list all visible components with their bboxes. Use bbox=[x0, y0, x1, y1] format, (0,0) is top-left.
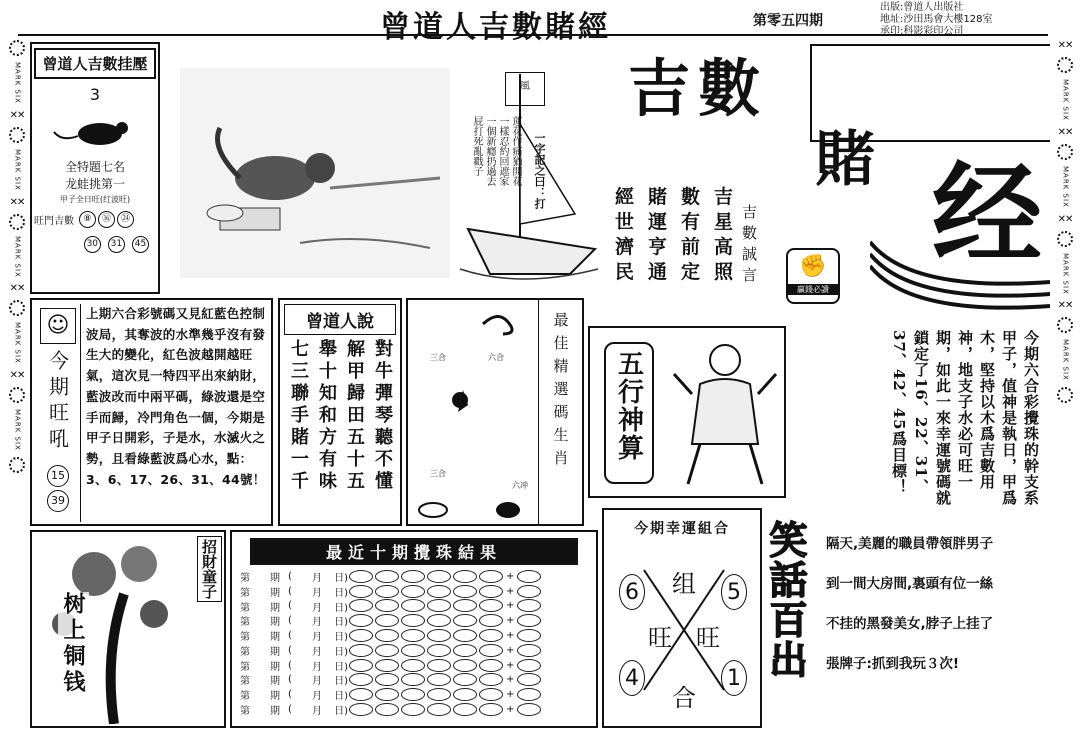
cross-icon: ✕✕ bbox=[9, 196, 25, 208]
side-label: 今期旺吼 bbox=[45, 350, 70, 454]
jishu-side-column: 吉 數 誠 言 bbox=[742, 203, 758, 284]
ball-slot bbox=[349, 614, 373, 627]
ball-slot bbox=[479, 644, 503, 657]
tongzi-panel bbox=[30, 530, 226, 728]
number-ball: ㉔ bbox=[117, 211, 134, 228]
flower-icon bbox=[9, 214, 25, 230]
ball-slot bbox=[479, 659, 503, 672]
ball-slot bbox=[479, 570, 503, 583]
results-row bbox=[240, 702, 588, 717]
results-cell: 第 bbox=[240, 691, 250, 703]
ball-slot bbox=[401, 629, 425, 642]
zodiac-label: 三合 bbox=[430, 353, 446, 362]
ball-slot bbox=[401, 659, 425, 672]
results-row bbox=[240, 687, 588, 702]
ball-slot bbox=[517, 688, 541, 701]
header-rule bbox=[18, 34, 1048, 36]
ball-slot bbox=[349, 599, 373, 612]
results-cell: ( bbox=[288, 600, 292, 612]
lucky-pick-panel bbox=[30, 42, 160, 294]
results-cell: ( bbox=[288, 644, 292, 656]
ball-slot bbox=[453, 659, 477, 672]
ball-slot bbox=[453, 570, 477, 583]
results-row bbox=[240, 658, 588, 673]
ball-slot bbox=[427, 659, 451, 672]
results-cell: 日) bbox=[334, 676, 348, 688]
ball-slot bbox=[453, 673, 477, 686]
ball-slot bbox=[349, 644, 373, 657]
hint-note: 甲子全日旺(红波旺) bbox=[59, 195, 131, 204]
plus-sign: + bbox=[506, 689, 515, 701]
results-cell: 第 bbox=[240, 632, 250, 644]
ball-slot bbox=[375, 703, 399, 716]
results-cell: ( bbox=[288, 659, 292, 671]
flower-icon bbox=[9, 127, 25, 143]
results-cell: ( bbox=[288, 674, 292, 686]
says-line: 對牛彈琴聽不懂 bbox=[372, 339, 393, 493]
flower-icon bbox=[9, 457, 25, 473]
results-cell: 月 bbox=[312, 676, 322, 688]
results-cell: ( bbox=[288, 704, 292, 716]
zodiac-icons bbox=[408, 300, 538, 524]
ball-slot bbox=[453, 614, 477, 627]
results-cell: 期 bbox=[270, 646, 280, 658]
joke-line: 張牌子:抓到我玩３次! bbox=[826, 656, 960, 672]
hint-line: 全特題七名 bbox=[64, 160, 125, 174]
ball-slot bbox=[479, 614, 503, 627]
ball-slot bbox=[427, 614, 451, 627]
cross-icon: ✕✕ bbox=[9, 370, 25, 382]
side-text: MARK SIX bbox=[1061, 79, 1070, 121]
joke-title bbox=[763, 520, 820, 720]
wuxing-title: 五行神算 bbox=[613, 350, 644, 462]
flower-icon bbox=[9, 40, 25, 56]
ball-slot bbox=[427, 644, 451, 657]
results-panel bbox=[230, 530, 598, 728]
analysis-side bbox=[36, 304, 81, 522]
verse-column: 數 有 前 定 bbox=[681, 186, 701, 283]
ball-slot bbox=[517, 629, 541, 642]
says-line: 舉十知和方有味 bbox=[316, 339, 337, 493]
results-cell: 日) bbox=[334, 646, 348, 658]
ball-slot bbox=[479, 629, 503, 642]
lucky-bottom: 合 bbox=[672, 684, 696, 712]
says-title: 曾道人說 bbox=[284, 304, 396, 335]
cross-icon: ✕✕ bbox=[9, 283, 25, 295]
ball-slot bbox=[479, 599, 503, 612]
cross-icon: ✕✕ bbox=[1057, 213, 1073, 225]
ball-slot bbox=[349, 673, 373, 686]
boat-flag bbox=[505, 72, 545, 106]
ball-slot bbox=[479, 585, 503, 598]
flower-icon bbox=[9, 387, 25, 403]
results-cell: 日) bbox=[334, 572, 348, 584]
results-cell: 第 bbox=[240, 676, 250, 688]
says-line: 七三聯手賭一千 bbox=[288, 339, 309, 493]
deity-figure bbox=[670, 334, 780, 494]
results-cell: 期 bbox=[270, 617, 280, 629]
side-text: MARK SIX bbox=[13, 148, 22, 191]
side-text: MARK SIX bbox=[13, 322, 22, 365]
fist-icon: ✊ bbox=[799, 254, 827, 279]
results-cell: 第 bbox=[240, 646, 250, 658]
wangmen-label: 旺門吉數 bbox=[34, 216, 74, 227]
ball-slot bbox=[517, 599, 541, 612]
results-cell: 月 bbox=[312, 691, 322, 703]
ball-slot bbox=[479, 703, 503, 716]
issue-number: 第零五四期 bbox=[753, 13, 823, 29]
tongzi-title: 树上铜钱 bbox=[58, 592, 89, 696]
zodiac-label: 三合 bbox=[430, 469, 446, 478]
number-ball: ⑯ bbox=[98, 211, 115, 228]
plus-sign: + bbox=[506, 659, 515, 671]
joke-title-text: 笑話百出 bbox=[763, 520, 807, 680]
ball-slot bbox=[427, 703, 451, 716]
ball-slot bbox=[453, 688, 477, 701]
ball-slot bbox=[517, 570, 541, 583]
badge-label: 贏錢必讀 bbox=[788, 284, 838, 295]
plus-sign: + bbox=[506, 600, 515, 612]
ball-slot bbox=[401, 673, 425, 686]
lucky-number: 6 bbox=[619, 574, 645, 610]
lucky-title: 今期幸運組合 bbox=[634, 521, 730, 537]
ball-slot bbox=[401, 570, 425, 583]
lucky-right: 旺 bbox=[696, 624, 720, 652]
boat-poem-title: 一字記之曰：打 bbox=[533, 132, 546, 209]
zodiac-side-text: 最佳精選碼生肖 bbox=[551, 312, 570, 473]
results-row bbox=[240, 673, 588, 688]
plus-sign: + bbox=[506, 615, 515, 627]
wuxing-title-box bbox=[604, 342, 654, 484]
results-cell: ( bbox=[288, 585, 292, 597]
wuxing-panel bbox=[588, 326, 786, 498]
ball-slot bbox=[375, 570, 399, 583]
results-cell: ( bbox=[288, 630, 292, 642]
ball-slot bbox=[453, 644, 477, 657]
ball-slot bbox=[479, 673, 503, 686]
ball-slot bbox=[401, 688, 425, 701]
jishu-title: 吉數 bbox=[628, 52, 769, 125]
results-cell: 日) bbox=[334, 632, 348, 644]
wave-lines bbox=[870, 232, 1050, 312]
joke-line: 到一間大房間,裏頭有位一絲 bbox=[826, 576, 994, 592]
lucky-number: 4 bbox=[619, 660, 645, 696]
plus-sign: + bbox=[506, 644, 515, 656]
results-cell: 月 bbox=[312, 661, 322, 673]
plus-sign: + bbox=[506, 570, 515, 582]
lucky-combo-panel bbox=[602, 508, 762, 728]
number-ball: 31 bbox=[108, 236, 125, 253]
ball-slot bbox=[375, 688, 399, 701]
results-row bbox=[240, 643, 588, 658]
results-cell: 日) bbox=[334, 706, 348, 718]
flower-icon bbox=[9, 300, 25, 316]
joke-line: 隔天,美麗的職員帶領胖男子 bbox=[826, 536, 994, 552]
side-text: MARK SIX bbox=[1061, 165, 1070, 208]
results-cell: 月 bbox=[312, 632, 322, 644]
ball-slot bbox=[453, 599, 477, 612]
ball-slot bbox=[479, 688, 503, 701]
results-cell: ( bbox=[288, 570, 292, 582]
results-cell: 第 bbox=[240, 587, 250, 599]
flower-icon bbox=[1057, 231, 1073, 247]
jishu-columns bbox=[615, 185, 733, 285]
ball-slot bbox=[375, 585, 399, 598]
results-cell: 日) bbox=[334, 617, 348, 629]
joke-text bbox=[826, 524, 1048, 684]
results-cell: 日) bbox=[334, 587, 348, 599]
panel-title: 曾道人吉數挂壓 bbox=[34, 48, 156, 79]
cat-illustration bbox=[180, 68, 450, 278]
results-cell: 期 bbox=[270, 661, 280, 673]
side-text: MARK SIX bbox=[13, 235, 22, 278]
ball-slot bbox=[427, 599, 451, 612]
ball-slot bbox=[349, 688, 373, 701]
results-row bbox=[240, 599, 588, 614]
fist-badge bbox=[786, 248, 840, 304]
flower-icon bbox=[1057, 57, 1073, 73]
results-cell: 第 bbox=[240, 661, 250, 673]
results-cell: 月 bbox=[312, 602, 322, 614]
ball-slot bbox=[401, 644, 425, 657]
ball-slot bbox=[453, 585, 477, 598]
ball-slot bbox=[453, 703, 477, 716]
publisher-info: 出版:曾道人出版社 地址:沙田馬會大樓128室 承印:科影彩印公司 bbox=[880, 2, 993, 37]
results-cell: 日) bbox=[334, 691, 348, 703]
analysis-panel bbox=[30, 298, 273, 526]
ball-slot bbox=[517, 659, 541, 672]
results-cell: 第 bbox=[240, 617, 250, 629]
results-cell: 月 bbox=[312, 572, 322, 584]
ball-slot bbox=[401, 585, 425, 598]
ball-slot bbox=[401, 614, 425, 627]
results-cell: 期 bbox=[270, 572, 280, 584]
ball-slot bbox=[427, 585, 451, 598]
results-cell: 期 bbox=[270, 587, 280, 599]
results-cell: 月 bbox=[312, 646, 322, 658]
flower-icon bbox=[1057, 317, 1073, 333]
side-text: MARK SIX bbox=[13, 409, 22, 452]
ball-slot bbox=[375, 673, 399, 686]
results-cell: 期 bbox=[270, 691, 280, 703]
results-cell: 期 bbox=[270, 632, 280, 644]
wangmen-row-2 bbox=[32, 231, 158, 253]
wangmen-row bbox=[32, 211, 158, 228]
ball-slot bbox=[349, 585, 373, 598]
right-side-border bbox=[1052, 40, 1078, 730]
hint-number: 3 bbox=[89, 85, 101, 104]
ball-slot bbox=[349, 629, 373, 642]
ball-slot bbox=[517, 585, 541, 598]
number-ball: 39 bbox=[47, 490, 69, 512]
side-text: MARK SIX bbox=[1061, 339, 1070, 382]
lucky-left: 旺 bbox=[648, 624, 672, 652]
jishu-title-jing: 经 bbox=[932, 151, 1042, 279]
results-row bbox=[240, 584, 588, 599]
ball-slot bbox=[517, 703, 541, 716]
cross-icon: ✕✕ bbox=[9, 109, 25, 121]
ball-slot bbox=[349, 703, 373, 716]
lucky-number: 1 bbox=[721, 660, 747, 696]
results-row bbox=[240, 628, 588, 643]
results-cell: 第 bbox=[240, 602, 250, 614]
results-row bbox=[240, 613, 588, 628]
plus-sign: + bbox=[506, 674, 515, 686]
side-text: MARK SIX bbox=[13, 62, 22, 104]
verse-column: 賭 運 亨 通 bbox=[648, 186, 668, 283]
verse-column: 經 世 濟 民 bbox=[615, 186, 635, 283]
results-row bbox=[240, 569, 588, 584]
wuxing-text: 今期六合彩攪珠的幹支系甲子，值神是執日，甲爲木，堅持以木爲吉數用神，地支子水必可旺一期，如此一來幸運號碼就鎖定了16、22、31、37、42、45爲目標！ bbox=[890, 330, 1040, 506]
cross-icon: ✕✕ bbox=[1057, 300, 1073, 312]
lucky-top: 组 bbox=[672, 570, 696, 598]
ball-slot bbox=[517, 644, 541, 657]
zodiac-label: 六合 bbox=[488, 353, 504, 362]
results-cell: 第 bbox=[240, 706, 250, 718]
plus-sign: + bbox=[506, 630, 515, 642]
says-panel bbox=[278, 298, 402, 526]
left-side-border bbox=[4, 40, 30, 730]
ball-slot bbox=[517, 614, 541, 627]
results-cell: 期 bbox=[270, 676, 280, 688]
boat-poem: 蓮花作痛猶開花 一樣忍約回遮家 一個新癮扔過去 屁打死亂戳子 bbox=[471, 116, 521, 186]
results-cell: 期 bbox=[270, 602, 280, 614]
ball-slot bbox=[375, 599, 399, 612]
number-ball: 15 bbox=[47, 465, 69, 487]
number-ball: 30 bbox=[84, 236, 101, 253]
ball-slot bbox=[427, 570, 451, 583]
ball-slot bbox=[375, 644, 399, 657]
ball-slot bbox=[401, 703, 425, 716]
ball-slot bbox=[427, 688, 451, 701]
jishu-title-du: 賭 bbox=[815, 125, 875, 195]
mascot-icon: ☺ bbox=[40, 308, 76, 344]
flower-icon bbox=[1057, 387, 1073, 403]
says-line: 解甲歸田五十五 bbox=[344, 339, 365, 493]
joke-line: 不挂的黑發美女,脖子上挂了 bbox=[826, 616, 994, 632]
zodiac-side bbox=[538, 300, 583, 524]
plus-sign: + bbox=[506, 704, 515, 716]
results-cell: 日) bbox=[334, 661, 348, 673]
results-cell: 月 bbox=[312, 587, 322, 599]
results-table bbox=[232, 569, 596, 717]
cross-icon: ✕✕ bbox=[1057, 126, 1073, 138]
tongzi-label: 招財童子 bbox=[197, 536, 222, 602]
side-text: MARK SIX bbox=[1061, 252, 1070, 295]
hint-line: 龙蛙挑第一 bbox=[64, 177, 125, 191]
ball-slot bbox=[453, 629, 477, 642]
results-cell: ( bbox=[288, 615, 292, 627]
ball-slot bbox=[517, 673, 541, 686]
flag-text: 風 bbox=[520, 81, 530, 92]
analysis-text: 上期六合彩號碼又見紅藍色控制波局，其奪波的水準幾乎沒有發生大的變化，紅色波越開越旺氣，這次見一特四平出來納財，藍波改而中兩平碼，綠波還是空手而歸，冷門角色一個，今期是甲子日開彩，子是水，水滅火之勢，且看綠藍波爲心水，點：3、6、17、26、31、44號！ bbox=[86, 306, 266, 487]
zodiac-label: 六冲 bbox=[512, 481, 528, 490]
results-title: 最近十期攪珠結果 bbox=[250, 538, 578, 565]
results-cell: 日) bbox=[334, 602, 348, 614]
number-ball: ⑧ bbox=[79, 211, 96, 228]
results-cell: 期 bbox=[270, 706, 280, 718]
results-cell: 月 bbox=[312, 706, 322, 718]
cross-icon: ✕✕ bbox=[1057, 40, 1073, 51]
rat-icon bbox=[32, 106, 160, 154]
verse-column: 吉 星 高 照 bbox=[714, 186, 734, 283]
lucky-number: 5 bbox=[721, 574, 747, 610]
ball-slot bbox=[427, 629, 451, 642]
ball-slot bbox=[375, 659, 399, 672]
ball-slot bbox=[349, 570, 373, 583]
results-cell: 月 bbox=[312, 617, 322, 629]
ball-slot bbox=[401, 599, 425, 612]
plus-sign: + bbox=[506, 585, 515, 597]
ball-slot bbox=[375, 614, 399, 627]
number-ball: 45 bbox=[132, 236, 149, 253]
results-cell: 第 bbox=[240, 572, 250, 584]
ball-slot bbox=[349, 659, 373, 672]
page-title: 曾道人吉數賭經 bbox=[380, 10, 611, 45]
ball-slot bbox=[375, 629, 399, 642]
zodiac-panel bbox=[406, 298, 584, 526]
results-cell: ( bbox=[288, 689, 292, 701]
ball-slot bbox=[427, 673, 451, 686]
flower-icon bbox=[1057, 144, 1073, 160]
